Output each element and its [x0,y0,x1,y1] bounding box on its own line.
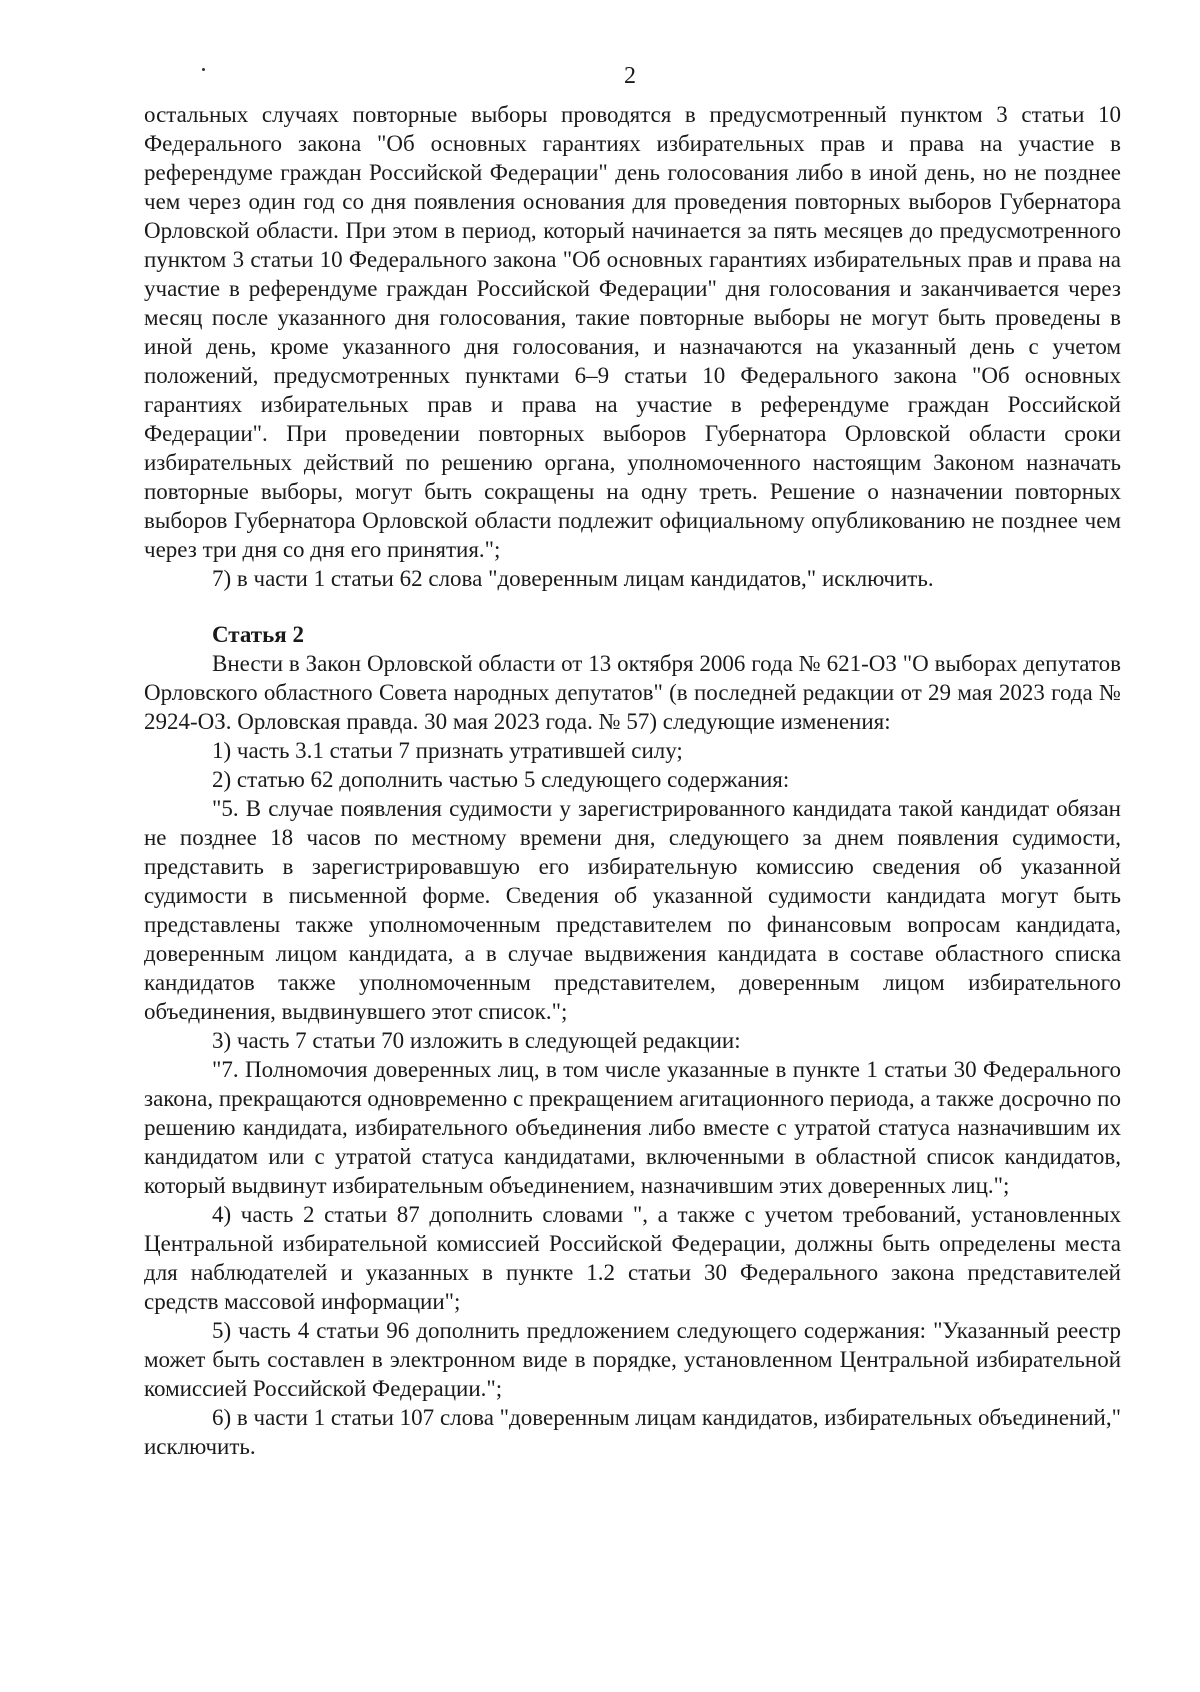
article-2-quote-part-5: "5. В случае появления судимости у зарегистрированного кандидата такой кандидат обязан не позднее 18 часов по местному времени дня, следующего за днем появления судимости, представить в зарегистрировавшую его избирательную комиссию сведения об указанной судимости в письменной форме. Сведения об указанной судимости кандидата могут быть представлены также уполномоченным представителем по финансовым вопросам кандидата, доверенным лицом кандидата, а в случае выдвижения кандидата в составе областного списка кандидатов также уполномоченным представителем, доверенным лицом избирательного объединения, выдвинувшего этот список."; [144,796,1121,1024]
article-2-item-1: 1) часть 3.1 статьи 7 признать утратившей силу; [212,738,683,763]
article-2-item-2: 2) статью 62 дополнить частью 5 следующего содержания: [212,767,790,792]
amendment-item-7: 7) в части 1 статьи 62 слова "доверенным лицам кандидатов," исключить. [212,566,934,591]
article-2-heading: Статья 2 [212,622,304,647]
page-number: 2 [624,63,636,89]
continuation-paragraph: остальных случаях повторные выборы проводятся в предусмотренный пунктом 3 статьи 10 Федерального закона "Об основных гарантиях избирательных прав и права на участие в референдуме граждан Российской Федерации" день голосования либо в иной день, но не позднее чем через один год со дня появления основания для проведения повторных выборов Губернатора Орловской области. При этом в период, который начинается за пять месяцев до предусмотренного пунктом 3 статьи 10 Федерального закона "Об основных гарантиях избирательных прав и права на участие в референдуме граждан Российской Федерации" дня голосования и заканчивается через месяц после указанного дня голосования, такие повторные выборы не могут быть проведены в иной день, кроме указанного дня голосования, и назначаются на указанный день с учетом положений, предусмотренных пунктами 6–9 статьи 10 Федерального закона "Об основных гарантиях избирательных прав и права на участие в референдуме граждан Российской Федерации". При проведении повторных выборов Губернатора Орловской области сроки избирательных действий по решению органа, уполномоченного настоящим Законом назначать повторные выборы, могут быть сокращены на одну треть. Решение о назначении повторных выборов Губернатора Орловской области подлежит официальному опубликованию не позднее чем через три дня со дня его принятия."; [144,102,1121,562]
document-body [144,100,1121,1461]
article-2-item-3: 3) часть 7 статьи 70 изложить в следующей редакции: [212,1028,741,1053]
article-2-quote-part-7: "7. Полномочия доверенных лиц, в том числе указанные в пункте 1 статьи 30 Федерального закона, прекращаются одновременно с прекращением агитационного периода, а также досрочно по решению кандидата, избирательного объединения либо вместе с утратой статуса назначившим их кандидатом или с утратой статуса кандидатами, включенными в областной список кандидатов, который выдвинут избирательным объединением, назначившим этих доверенных лиц."; [144,1057,1121,1198]
article-2-item-5: 5) часть 4 статьи 96 дополнить предложением следующего содержания: "Указанный реестр может быть составлен в электронном виде в порядке, установленном Центральной избирательной комиссией Российской Федерации."; [144,1318,1121,1401]
article-2-item-4: 4) часть 2 статьи 87 дополнить словами ", а также с учетом требований, установленных Центральной избирательной комиссией Российской Федерации, должны быть определены места для наблюдателей и указанных в пункте 1.2 статьи 30 Федерального закона представителей средств массовой информации"; [144,1202,1121,1314]
article-2-intro: Внести в Закон Орловской области от 13 октября 2006 года № 621-ОЗ "О выборах депутатов Орловского областного Совета народных депутатов" (в последней редакции от 29 мая 2023 года № 2924-ОЗ. Орловская правда. 30 мая 2023 года. № 57) следующие изменения: [144,651,1121,734]
article-2-item-6: 6) в части 1 статьи 107 слова "доверенным лицам кандидатов, избирательных объединений," исключить. [144,1405,1121,1459]
